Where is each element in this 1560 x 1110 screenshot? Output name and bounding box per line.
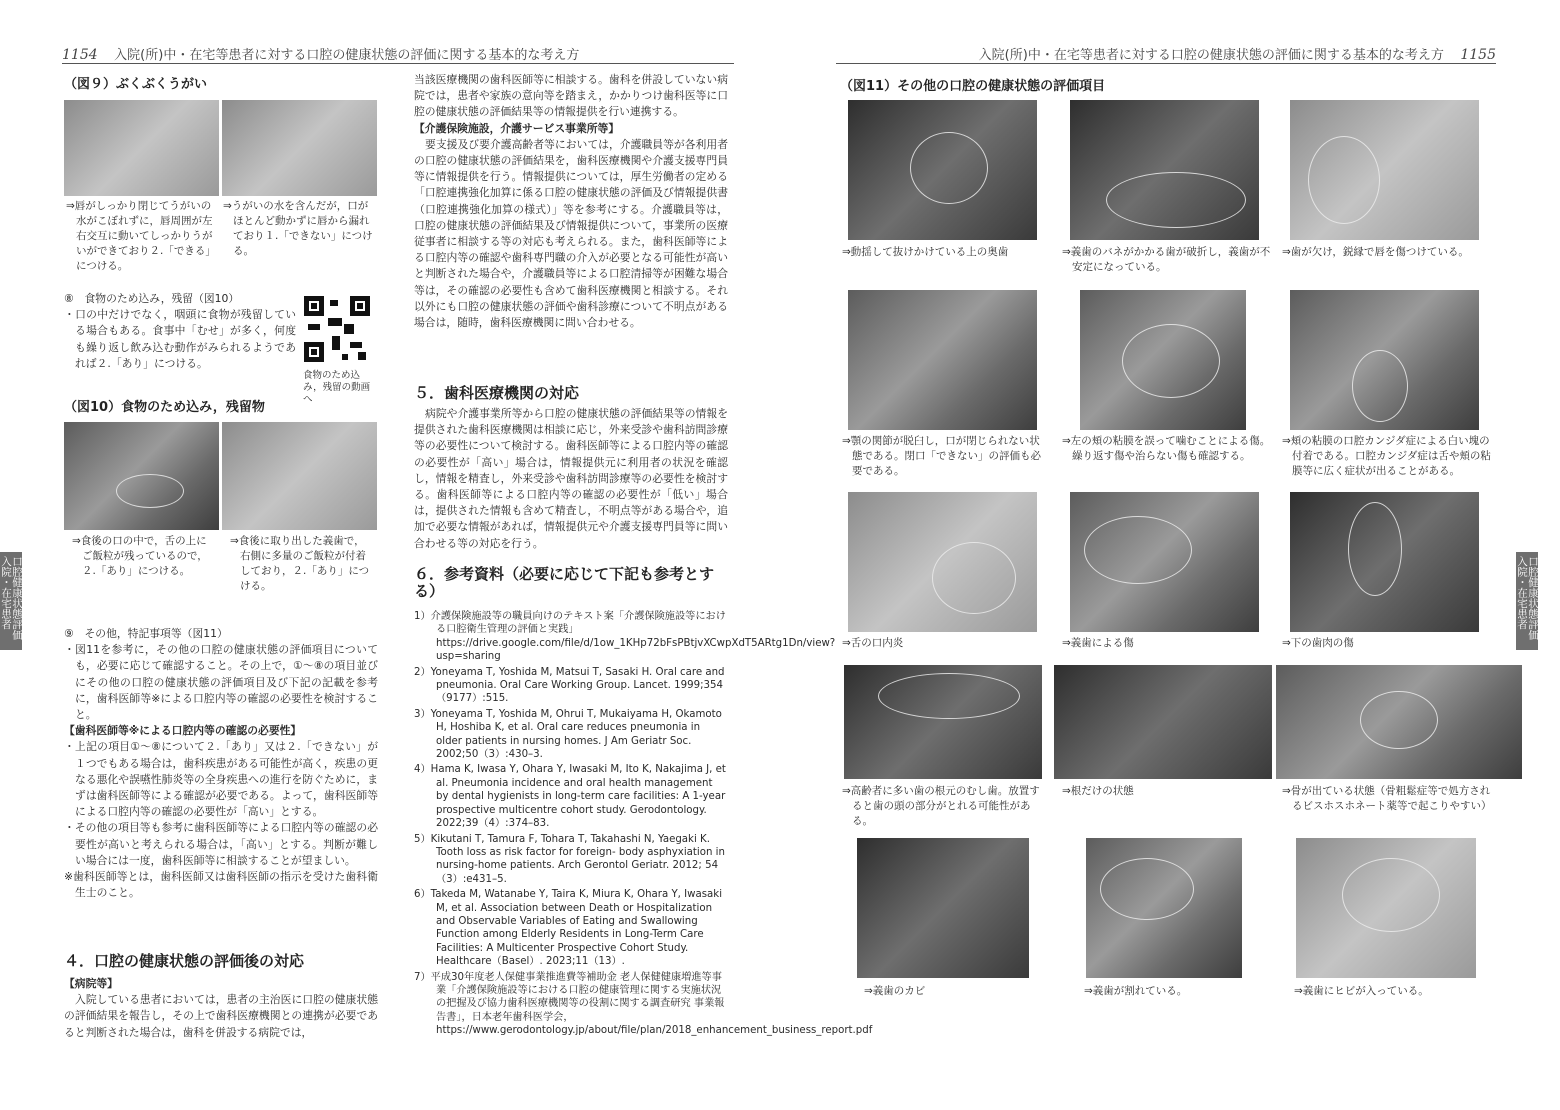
left-page-number: 1154	[62, 47, 98, 63]
col2-para2: 要支援及び要介護高齢者等においては，介護職員等が各利用者の口腔の健康状態の評価結果を，歯科医療機関や介護支援専門員等に情報提供を行う。情報提供については，厚生労働者の定める「口腔連携強化加算に係る口腔の健康状態の評価及び情報提供書（口腔連携強化加算の様式）」等を参考にする。介護職員等は，口腔の健康状態の評価結果及び情報提供について，事業所の医療従事者に相談する等の対応も考えられる。また，歯科医師等による口腔内等の確認や歯科専門職の介入が必要となる可能性が高いと判断された場合や，介護職員等による口腔清掃等が困難な場合等は，その確認の必要性も含めて歯科医療機関と相談する。それ以外にも口腔の健康状態の評価や歯科診療について不明点がある場合は，随時，歯科医療機関に問い合わせる。	[414, 137, 728, 330]
right-running-header	[979, 44, 1496, 63]
right-header-rule	[836, 63, 1496, 64]
fig11-photo-5	[1080, 290, 1246, 430]
left-header-rule	[62, 63, 734, 64]
reference-item: 4）Hama K, Iwasa Y, Ohara Y, Iwasaki M, Ito K, Nakajima J, et al. Pneumonia incidence and oral health management by dental hygienists in long-term care facilities: A 1-year prospective multicentre cohort study. Gerodontology. 2022;39（4）:374–83.	[414, 764, 726, 830]
fig11-photo-2	[1070, 100, 1259, 240]
left-running-header	[62, 44, 579, 63]
fig11-caption-12: ⇒骨が出ている状態（骨粗鬆症等で処方されるビスホスホネート薬等で起こりやすい）	[1282, 785, 1492, 812]
fig11-caption-10: ⇒高齢者に多い歯の根元のむし歯。放置すると歯の頭の部分がとれる可能性がある。	[842, 785, 1040, 827]
fig11-caption-13: ⇒義歯のカビ	[864, 985, 926, 997]
reference-item: 6）Takeda M, Watanabe Y, Taira K, Miura K, Ohara Y, Iwasaki M, et al. Association between Death or Hospitalization and Observable Variables of Eating and Swallowing Function among Elderly Residents in Long-Term Care Facilities: A Multicenter Prospective Cohort Study. Healthcare（Basel）. 2023;11（13）.	[414, 889, 723, 968]
qr-code[interactable]	[304, 296, 370, 362]
right-side-tab: 口腔健康状態評価 入院・在宅患者	[1516, 552, 1538, 650]
item8-heading: ⑧ 食物のため込み，残留（図10）	[64, 292, 240, 305]
fig11-photo-14	[1086, 838, 1242, 978]
fig10-photo-denture	[222, 422, 377, 530]
section4-heading: ４．口腔の健康状態の評価後の対応	[64, 952, 305, 970]
fig9-photo-closed-lips	[64, 100, 219, 196]
item9-heading: ⑨ その他，特記事項等（図11）	[64, 627, 228, 640]
reference-item: 1）介護保険施設等の職員向けのテキスト案「介護保険施設等における口腔衛生管理の評価と実践」https://drive.google.com/file/d/1ow_1KHp72bFsPBtjvXCwpXdT5ARtg1Dn/view? usp=sharing	[414, 611, 836, 663]
reference-item: 3）Yoneyama T, Yoshida M, Ohrui T, Mukaiyama H, Okamoto H, Hoshiba K, et al. Oral care reduces pneumonia in older patients in nursing homes. J Am Geriatr Soc. 2002;50（3）:430–3.	[414, 708, 722, 761]
fig11-photo-15	[1296, 838, 1476, 978]
section5-text: 病院や介護事業所等から口腔の健康状態の評価結果等の情報を提供された歯科医療機関は相談に応じ，外来受診や歯科訪問診療等の必要性について検討する。歯科医師等による口腔内等の確認の必要性が「高い」場合は，情報提供元に利用者の状況を確認し，情報を精査し，外来受診や歯科訪問診療等の必要性を検討する。歯科医師等による口腔内等の確認の必要性が「低い」場合は，提供された情報も含めて精査し，不明点等がある場合や，追加で必要な情報があれば，情報提供元や介護支援専門員等に問い合わせる等の対応を行う。	[414, 407, 728, 550]
fig11-photo-6	[1290, 290, 1479, 430]
section4-sub: 【病院等】	[64, 977, 118, 990]
fig11-photo-11	[1054, 665, 1272, 779]
fig11-photo-7	[848, 492, 1037, 632]
item9-bullet-1: ・上記の項目①〜⑧について２.「あり」又は２.「できない」が１つでもある場合は，歯科疾患がある可能性が高く，疾患の更なる悪化や誤嚥性肺炎等の全身疾患への進行を防ぐために，まずは歯科医師等による確認が必要である。よって，歯科医師等による口腔内等の確認の必要性が「高い」とする。	[64, 740, 378, 819]
section4-text: 入院している患者においては，患者の主治医に口腔の健康状態の評価結果を報告し，その上で歯科医療機関との連携が必要であると判断された場合は，歯科を併設する病院では，	[64, 993, 378, 1039]
item9-subheading: 【歯科医師等※による口腔内等の確認の必要性】	[64, 724, 302, 738]
fig9-title: （図９）ぶくぶくうがい	[64, 77, 208, 92]
fig11-photo-13	[857, 838, 1029, 978]
item9-text: ・図11を参考に，その他の口腔の健康状態の評価項目についても，必要に応じて確認すること。その上で，①〜⑧の項目並びにその他の口腔の健康状態の評価項目及び下記の記載を参考に，歯科医師等※による口腔内等の確認の必要性を検討すること。	[64, 643, 378, 722]
right-header-title: 入院(所)中・在宅等患者に対する口腔の健康状態の評価に関する基本的な考え方	[978, 48, 1444, 63]
fig11-photo-9	[1290, 492, 1479, 632]
fig11-caption-14: ⇒義歯が割れている。	[1084, 985, 1188, 997]
fig11-caption-5: ⇒左の頬の粘膜を誤って噛むことによる傷。繰り返す傷や治らない傷も確認する。	[1062, 435, 1271, 462]
fig11-caption-3: ⇒歯が欠け，鋭縁で唇を傷つけている。	[1282, 246, 1469, 258]
fig11-caption-11: ⇒根だけの状態	[1062, 785, 1134, 797]
fig11-caption-15: ⇒義歯にヒビが入っている。	[1294, 985, 1429, 997]
fig11-photo-8	[1070, 492, 1259, 632]
col2-sub: 【介護保険施設，介護サービス事業所等】	[414, 121, 620, 135]
fig11-photo-10	[844, 665, 1042, 779]
col2-block	[414, 72, 728, 331]
item9-block	[64, 626, 378, 901]
fig9-caption-1: ⇒唇がしっかり閉じてうがいの水がこぼれずに，唇周囲が左右交互に動いてしっかりうがいができており２.「できる」につける。	[66, 200, 216, 272]
fig11-caption-2: ⇒義歯のバネがかかる歯が破折し，義歯が不安定になっている。	[1062, 246, 1271, 273]
item9-note: ※歯科医師等とは，歯科医師又は歯科医師の指示を受けた歯科衛生士のこと。	[64, 870, 378, 900]
fig10-photo-mouth	[64, 422, 219, 530]
col2-para1: 当該医療機関の歯科医師等に相談する。歯科を併設していない病院では，患者や家族の意向等を踏まえ，かかりつけ歯科医等に口腔の健康状態の評価結果等の情報提供を行い連携する。	[414, 73, 728, 119]
left-side-tab: 口腔健康状態評価 入院・在宅患者	[0, 552, 22, 650]
reference-item: 2）Yoneyama T, Yoshida M, Matsui T, Sasaki H. Oral care and pneumonia. Oral Care Working Group. Lancet. 1999;354（9177）:515.	[414, 666, 725, 705]
fig9-caption-2: ⇒うがいの水を含んだが，口がほとんど動かずに唇から漏れており１.「できない」につける。	[223, 200, 373, 257]
reference-item: 7）平成30年度老人保健事業推進費等補助金 老人保健健康増進等事業「介護保険施設等における口腔の健康管理に関する実施状況の把握及び協力歯科医療機関等の役割に関する調査研究 事業報告書」，日本老年歯科医学会，https://www.gerodontology.jp/about/file/plan/2018_enhancement_business_report.pdf	[414, 971, 873, 1037]
section6-heading: ６．参考資料（必要に応じて下記も参考とする）	[414, 565, 715, 600]
right-page-number: 1155	[1460, 47, 1496, 63]
fig10-caption-2: ⇒食後に取り出した義歯で，右側に多量のご飯粒が付着しており，２.「あり」につける。	[230, 535, 370, 592]
fig11-caption-1: ⇒動揺して抜けかけている上の奥歯	[842, 246, 1009, 258]
item8-block	[64, 291, 296, 372]
left-header-title: 入院(所)中・在宅等患者に対する口腔の健康状態の評価に関する基本的な考え方	[114, 48, 580, 63]
section5-heading: ５．歯科医療機関の対応	[414, 384, 580, 402]
fig11-photo-12	[1276, 665, 1522, 779]
item8-text: ・口の中だけでなく，咽頭に食物が残留している場合もある。食事中「むせ」が多く，何度も繰り返し飲み込む動作がみられるようであれば２.「あり」につける。	[64, 308, 296, 370]
reference-item: 5）Kikutani T, Tamura F, Tohara T, Takahashi N, Yaegaki K. Tooth loss as risk factor for foreign- body asphyxiation in nursing-home patients. Arch Gerontol Geriatr. 2012; 54（3）:e431–5.	[414, 833, 725, 885]
fig11-caption-8: ⇒義歯による傷	[1062, 637, 1134, 649]
item9-bullet-2: ・その他の項目等も参考に歯科医師等による口腔内等の確認の必要性が高いと考えられる場合は，「高い」とする。判断が難しい場合には一度，歯科医師等に相談することが望ましい。	[64, 821, 378, 867]
section4-block	[64, 976, 378, 1041]
fig11-caption-6: ⇒頬の粘膜の口腔カンジダ症による白い塊の付着である。口腔カンジダ症は舌や頬の粘膜等に広く症状が出ることがある。	[1282, 435, 1491, 477]
fig10-caption-1: ⇒食後の口の中で，舌の上にご飯粒が残っているので，２.「あり」につける。	[72, 535, 208, 577]
fig11-photo-3	[1290, 100, 1479, 240]
fig11-title: （図11）その他の口腔の健康状態の評価項目	[840, 79, 1106, 94]
fig11-caption-4: ⇒顎の関節が脱臼し，口が閉じられない状態である。閉口「できない」の評価も必要である。	[842, 435, 1041, 477]
fig9-photo-leaking-lips	[222, 100, 377, 196]
fig11-caption-7: ⇒舌の口内炎	[842, 637, 904, 649]
qr-caption: 食物のため込み，残留の動画へ	[303, 370, 371, 405]
fig11-photo-1	[848, 100, 1037, 240]
fig11-caption-9: ⇒下の歯肉の傷	[1282, 637, 1354, 649]
fig11-photo-4	[848, 290, 1037, 430]
fig10-title: （図10）食物のため込み，残留物	[64, 400, 265, 415]
